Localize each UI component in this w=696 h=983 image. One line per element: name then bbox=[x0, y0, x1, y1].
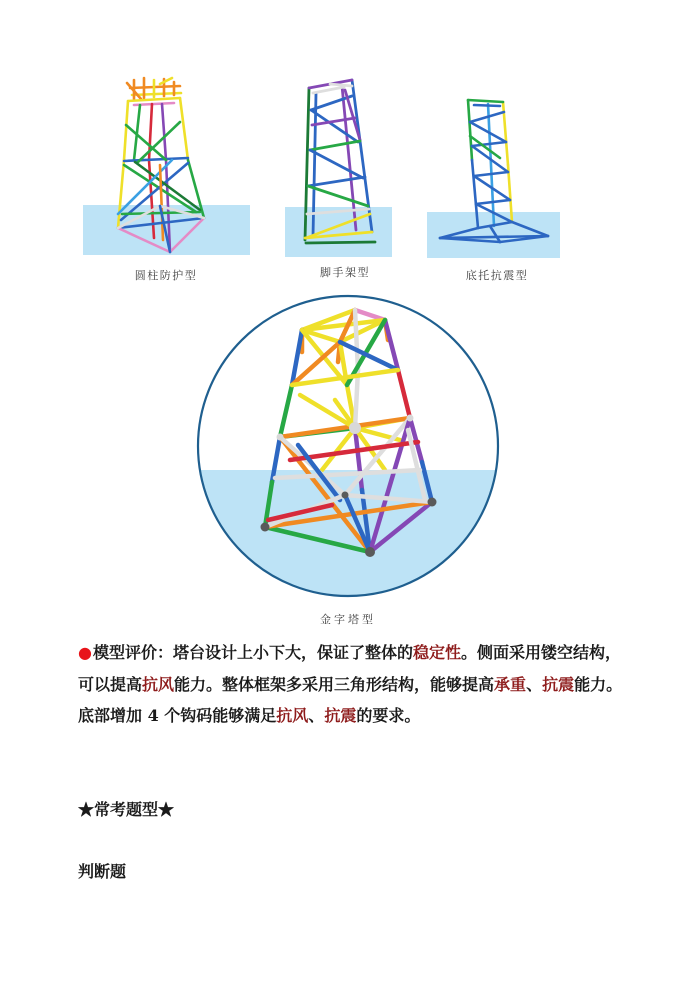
evaluation-text: 可以提高 bbox=[78, 675, 143, 694]
figure-caption-cylinder: 圆柱防护型 bbox=[134, 269, 198, 282]
evaluation-text: 。侧面采用镂空结构， bbox=[461, 643, 622, 662]
evaluation-text: 能力。 bbox=[574, 675, 623, 694]
straw bbox=[488, 104, 494, 226]
straw bbox=[160, 78, 172, 84]
straw bbox=[124, 101, 128, 160]
straw bbox=[180, 98, 188, 160]
scaffold-tower-model-image bbox=[283, 72, 395, 260]
straw bbox=[310, 141, 360, 150]
straw bbox=[355, 310, 358, 370]
emphasis-stability: 稳定性 bbox=[413, 643, 462, 662]
question-type-heading: 判断题 bbox=[78, 862, 127, 881]
evaluation-line-3 bbox=[78, 706, 420, 726]
evaluation-line-2 bbox=[78, 675, 622, 695]
straw bbox=[355, 370, 358, 428]
straw bbox=[300, 395, 355, 428]
figure-caption-scaffold: 脚手架型 bbox=[320, 266, 370, 279]
emphasis-seismic-resistance: 抗震 bbox=[542, 675, 575, 694]
joint-node bbox=[365, 547, 375, 557]
emphasis-seismic-resistance: 抗震 bbox=[324, 706, 357, 725]
pyramid-tower-model-image bbox=[195, 293, 501, 600]
straw bbox=[162, 104, 166, 160]
section-title: ★常考题型★ bbox=[78, 800, 175, 819]
straw bbox=[474, 105, 500, 106]
evaluation-text: 、 bbox=[308, 706, 325, 725]
cylinder-tower-model-image bbox=[80, 70, 255, 260]
evaluation-text: 的要求。 bbox=[356, 706, 421, 725]
red-bullet-icon: ● bbox=[78, 643, 92, 662]
evaluation-line-1 bbox=[78, 643, 621, 663]
straw bbox=[128, 98, 180, 101]
evaluation-text: 底部增加 4 个钩码能够满足 bbox=[78, 706, 277, 725]
joint-node bbox=[349, 422, 361, 434]
straw bbox=[322, 428, 355, 470]
straw bbox=[468, 100, 503, 102]
joint-node bbox=[261, 523, 270, 532]
base-support-tower-model-image bbox=[425, 92, 563, 260]
straw bbox=[468, 100, 472, 160]
straw bbox=[308, 177, 365, 186]
straw bbox=[313, 87, 344, 93]
straw bbox=[470, 112, 504, 122]
emphasis-wind-resistance: 抗风 bbox=[142, 675, 175, 694]
straw bbox=[306, 242, 375, 243]
figure-caption-pyramid: 金字塔型 bbox=[320, 613, 376, 626]
joint-node bbox=[407, 415, 414, 422]
emphasis-load-bearing: 承重 bbox=[494, 675, 527, 694]
joint-node bbox=[342, 492, 349, 499]
straw bbox=[310, 150, 363, 178]
figure-caption-base-support: 底托抗震型 bbox=[465, 269, 529, 282]
joint-node bbox=[277, 434, 284, 441]
straw bbox=[398, 370, 410, 418]
evaluation-text: 、 bbox=[526, 675, 543, 694]
straw bbox=[330, 84, 352, 86]
water-surface bbox=[285, 207, 392, 257]
straw bbox=[311, 110, 358, 142]
evaluation-text: 能力。整体框架多采用三角形结构，能够提高 bbox=[174, 675, 495, 694]
evaluation-text: 模型评价：塔台设计上小下大，保证了整体的 bbox=[93, 643, 414, 662]
emphasis-wind-resistance: 抗风 bbox=[276, 706, 309, 725]
joint-node bbox=[428, 498, 437, 507]
straw bbox=[280, 385, 292, 437]
straw bbox=[308, 186, 368, 206]
